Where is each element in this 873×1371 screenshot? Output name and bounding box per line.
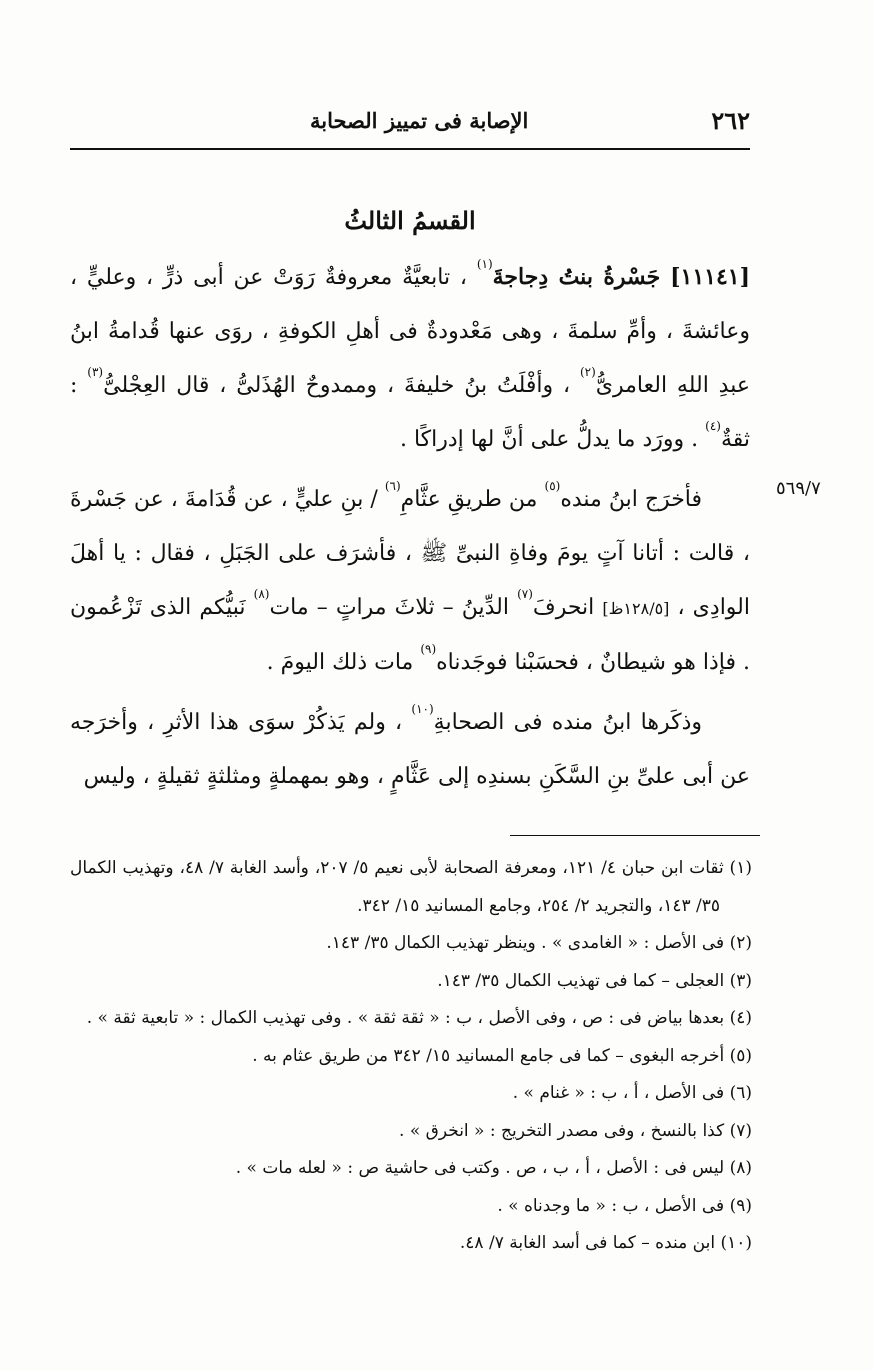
- paragraph-text: الدِّينُ – ثلاثَ مراتٍ – مات: [269, 595, 509, 620]
- section-title: القسمُ الثالثُ: [344, 206, 476, 235]
- footnote-item: (٣) العجلى – كما فى تهذيب الكمال ٣٥/ ١٤٣.: [437, 970, 752, 991]
- footnote-marker: (٦): [384, 479, 401, 493]
- footnote-item: (٧) كذا بالنسخ ، وفى مصدر التخريج : « انخرق » .: [399, 1120, 752, 1141]
- paragraph-text: نَبيُّكم الذى تَزْعُمون . فإذا هو شيطانٌ ، فحسَبْنا فوجَدناه: [70, 595, 750, 675]
- footnote-marker: (٧): [517, 587, 533, 601]
- footnote-item: (٤) بعدها بياض فى : ص ، وفى الأصل ، ب : « ثقة ثقة » . وفى تهذيب الكمال : « تابعية ثقة » .: [86, 1008, 752, 1028]
- footnote-item: (١) ثقات ابن حبان ٤/ ١٢١، ومعرفة الصحابة لأبى نعيم ٥/ ٢٠٧، وأسد الغابة ٧/ ٤٨، وتهذيب الكمال ٣٥/ ١٤٣، والتجريد ٢/ ٢٥٤، وجامع المسانيد ١٥/ ٣٤٢.: [70, 858, 752, 916]
- narration-paragraph: [70, 473, 750, 690]
- footnote-item: (٥) أخرجه البغوى – كما فى جامع المسانيد ١٥/ ٣٤٢ من طريق عثام به .: [252, 1045, 752, 1066]
- footnote-item: (٦) فى الأصل ، أ ، ب : « غنام » .: [512, 1083, 752, 1103]
- footnote-item: (١٠) ابن منده – كما فى أسد الغابة ٧/ ٤٨.: [459, 1233, 752, 1253]
- paragraph-text: من طريقِ عثَّامِ: [400, 487, 538, 512]
- paragraph-text: / بنِ عليٍّ ، عن قُدَامةَ ، عن جَسْرةَ ، قالت : أتانا آتٍ يومَ وفاةِ النبىِّ ﷺ ، فأشرَف على الجَبَلِ ، فقال : يا أهلَ الوادِى ،: [70, 487, 750, 620]
- footnote-item: (٩) فى الأصل ، ب : « ما وجدناه » .: [497, 1195, 752, 1216]
- entry-number: [١١١٤١]: [670, 264, 751, 290]
- footnote-marker: (٨): [253, 587, 270, 601]
- footnote-item: (٢) فى الأصل : « الغامدى » . وينظر تهذيب الكمال ٣٥/ ١٤٣.: [326, 933, 752, 953]
- footnotes: [70, 850, 752, 1263]
- footnote-marker: (١٠): [411, 702, 434, 716]
- entry-name: جَسْرةُ بنتُ دِجاجةَ: [492, 264, 661, 290]
- running-title: الإصابة فى تمييز الصحابة: [310, 107, 529, 133]
- source-paragraph: [70, 696, 750, 804]
- paragraph-text: ، ولم يَذكُرْ سوَى هذا الأثرِ ، وأخرَجه عن أبى علىِّ بنِ السَّكَنِ بسندِه إلى عَثَّامٍ ، وهو بمهملةٍ ومثلثةٍ ثقيلةٍ ، وليس: [70, 710, 750, 789]
- entry-text: ، وأفْلَتُ بنُ خليفةَ ، وممدوحٌ الهُذَلىُّ ، قال العِجْلىُّ: [103, 373, 571, 398]
- paragraph-text: انحرفَ: [532, 595, 595, 620]
- margin-reference: ٥٦٩/٧: [776, 478, 821, 499]
- paragraph-text: مات ذلك اليومَ .: [266, 650, 414, 675]
- paragraph-text: وذكَرها ابنُ منده فى الصحابةِ: [433, 710, 702, 735]
- footnote-item: (٨) ليس فى : الأصل ، أ ، ب ، ص . وكتب فى حاشية ص : « لعله مات » .: [235, 1158, 752, 1178]
- entry-paragraph: [70, 250, 750, 467]
- entry-text: . وورَد ما يدلُّ على أنَّ لها إدراكًا .: [399, 427, 699, 452]
- main-text: [70, 250, 750, 804]
- entry-text: ، تابعيَّةٌ معروفةٌ رَوَتْ عن أبى ذرٍّ ، وعليٍّ ، وعائشةَ ، وأمِّ سلمةَ ، وهى مَعْدودةٌ فى أهلِ الكوفةِ ، روَى عنها قُدامةُ ابنُ عبدِ اللهِ العامرىُّ: [70, 265, 750, 398]
- page-header: [70, 100, 750, 140]
- footnote-marker: (٩): [420, 642, 437, 656]
- footnote-rule: [510, 835, 760, 836]
- footnote-marker: (٢): [579, 365, 596, 379]
- footnote-marker: (٥): [544, 479, 561, 493]
- footnote-marker: (٣): [87, 365, 104, 379]
- entry-text: : ثقةٌ: [70, 373, 750, 452]
- paragraph-text: فأخرَج ابنُ منده: [560, 487, 703, 512]
- page-number: ٢٦٢: [711, 105, 750, 135]
- footnote-marker: (٤): [705, 419, 721, 433]
- header-rule: [70, 148, 750, 150]
- footnote-marker: (١): [476, 257, 493, 271]
- inline-manuscript-ref: [١٢٨/٥ظ]: [602, 599, 670, 618]
